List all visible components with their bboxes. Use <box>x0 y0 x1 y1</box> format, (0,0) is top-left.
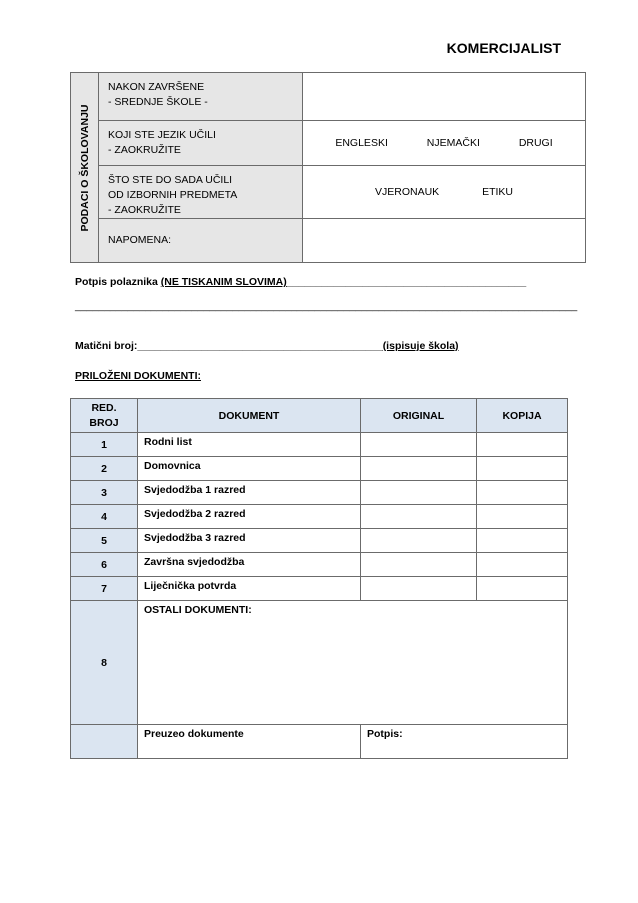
other-documents-label: OSTALI DOKUMENTI: <box>144 604 252 616</box>
row-kopija-cell[interactable] <box>477 457 568 481</box>
education-after-input[interactable] <box>303 73 586 121</box>
row-document: Završna svjedodžba <box>138 553 361 577</box>
received-by-cell[interactable]: Preuzeo dokumente <box>138 725 361 759</box>
row-document: Svjedodžba 1 razred <box>138 481 361 505</box>
row-num: 3 <box>71 481 138 505</box>
row-document: Rodni list <box>138 433 361 457</box>
header-num: RED. BROJ <box>71 399 138 433</box>
row-kopija-cell[interactable] <box>477 529 568 553</box>
row-kopija-cell[interactable] <box>477 553 568 577</box>
row-num: 7 <box>71 577 138 601</box>
option-engleski[interactable]: ENGLESKI <box>335 137 388 149</box>
row-original-cell[interactable] <box>361 505 477 529</box>
row-kopija-cell[interactable] <box>477 481 568 505</box>
row-original-cell[interactable] <box>361 577 477 601</box>
education-label-after: NAKON ZAVRŠENE - SREDNJE ŠKOLE - <box>99 73 303 121</box>
page-title: KOMERCIJALIST <box>446 40 561 56</box>
row-num: 5 <box>71 529 138 553</box>
row-original-cell[interactable] <box>361 553 477 577</box>
education-label-note: NAPOMENA: <box>99 219 303 263</box>
option-njemacki[interactable]: NJEMAČKI <box>426 137 480 149</box>
row-document: Svjedodžba 3 razred <box>138 529 361 553</box>
row-num: 4 <box>71 505 138 529</box>
footer-num-cell <box>71 725 138 759</box>
header-document: DOKUMENT <box>138 399 361 433</box>
header-original: ORIGINAL <box>361 399 477 433</box>
education-table <box>70 72 586 263</box>
row-original-cell[interactable] <box>361 457 477 481</box>
row-document: Svjedodžba 2 razred <box>138 505 361 529</box>
signature-cell[interactable]: Potpis: <box>361 725 568 759</box>
other-documents-area[interactable] <box>138 601 568 725</box>
row-kopija-cell[interactable] <box>477 577 568 601</box>
language-options <box>303 121 586 166</box>
documents-table <box>70 398 568 759</box>
education-label-language: KOJI STE JEZIK UČILI - ZAOKRUŽITE <box>99 121 303 166</box>
signature-second-line[interactable]: ______________________________________________________________________________________ <box>75 300 578 312</box>
row-kopija-cell[interactable] <box>477 433 568 457</box>
signature-line: Potpis polaznika (NE TISKANIM SLOVIMA)_________________________________________ <box>75 276 527 288</box>
row-original-cell[interactable] <box>361 433 477 457</box>
maticni-line: Matični broj:__________________________________________(ispisuje škola) <box>75 340 459 352</box>
option-drugi[interactable]: DRUGI <box>518 137 553 149</box>
row-document: Domovnica <box>138 457 361 481</box>
prilozeni-heading: PRILOŽENI DOKUMENTI: <box>75 370 201 382</box>
signature-blank[interactable]: _________________________________________ <box>286 276 527 288</box>
row-num: 6 <box>71 553 138 577</box>
row-document: Liječnička potvrda <box>138 577 361 601</box>
option-etiku[interactable]: ETIKU <box>482 186 514 198</box>
row-original-cell[interactable] <box>361 481 477 505</box>
education-side-label: PODACI O ŠKOLOVANJU <box>78 104 91 231</box>
education-side-label-cell <box>71 73 99 263</box>
row-num-other: 8 <box>71 601 138 725</box>
row-num: 2 <box>71 457 138 481</box>
maticni-blank[interactable]: __________________________________________ <box>137 340 383 352</box>
education-label-elective: ŠTO STE DO SADA UČILI OD IZBORNIH PREDMETA - ZAOKRUŽITE <box>99 166 303 219</box>
header-kopija: KOPIJA <box>477 399 568 433</box>
row-kopija-cell[interactable] <box>477 505 568 529</box>
option-vjeronauk[interactable]: VJERONAUK <box>374 186 440 198</box>
note-input[interactable] <box>303 219 586 263</box>
row-original-cell[interactable] <box>361 529 477 553</box>
elective-options <box>303 166 586 219</box>
row-num: 1 <box>71 433 138 457</box>
